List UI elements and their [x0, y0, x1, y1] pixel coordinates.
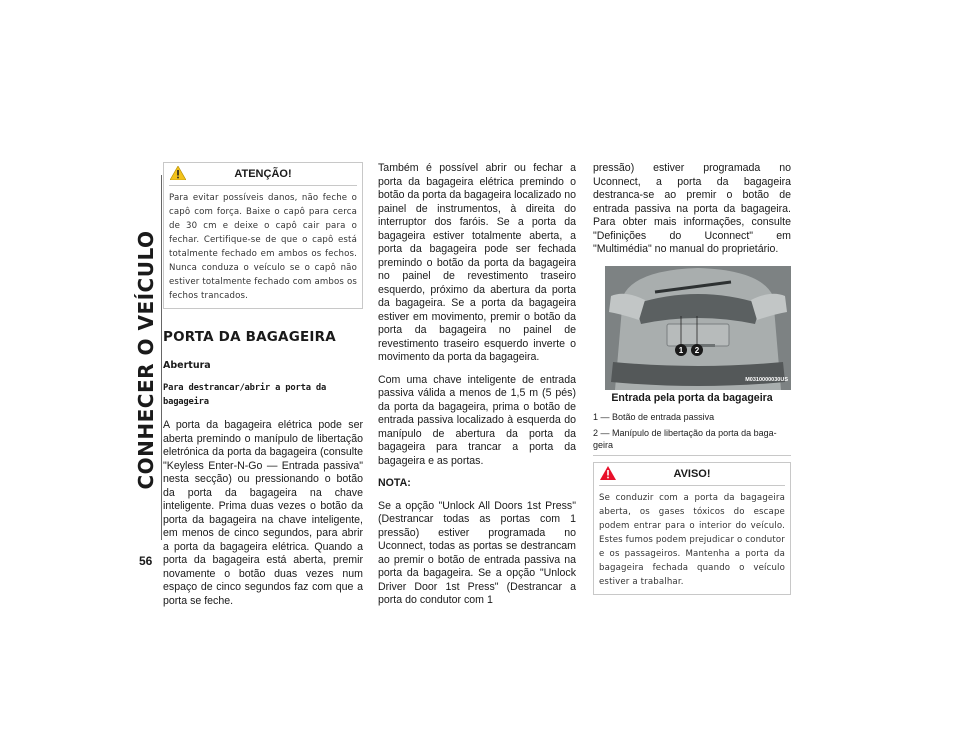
notice-box-text: Se conduzir com a porta da bagageira aberta, os gases tóxicos do escape podem entrar para o interior do veículo. Estes fumos podem prejudicar o condutor e os passageiros. Mantenha a porta da bagageira fechada quando o veículo estiver a trabalhar. — [599, 485, 785, 594]
figure-caption: Entrada pela porta da bagageira — [611, 391, 773, 404]
warning-triangle-icon — [600, 466, 616, 480]
side-divider — [161, 175, 162, 540]
warning-triangle-icon — [170, 166, 186, 180]
divider — [593, 455, 791, 456]
side-tab — [132, 160, 160, 560]
notice-box-header — [594, 463, 790, 485]
legend-item: 1 — Botão de entrada passiva — [593, 412, 715, 422]
body-paragraph: Também é possível abrir ou fechar a porta da bagageira elétrica premindo o botão da porta da bagageira localizado no painel de instrumentos, à direita do interruptor dos faróis. Se a porta da bagageira estiver totalmente aberta, a porta da bagageira pode ser fechada premindo o botão da porta da bagageira no painel de revestimento traseiro esquerdo, próximo da abertura da porta da bagageira. Se a porta da bagageira estiver em movimento, premir o botão da porta da bagageira no painel de revestimento traseiro esquerdo inverte o movimento da porta da bagageira. — [378, 162, 576, 363]
notice-box — [593, 462, 791, 595]
body-paragraph: A porta da bagageira elétrica pode ser aberta premindo o manípulo de libertação eletrónica da porta da bagageira (consulte "Keyless Enter-N-Go — Entrada passiva" nesta secção) ou pressionando o botão da porta da bagageira na chave inteligente. Prima duas vezes o botão da porta da bagageira na chave inteligente, em menos de cinco segundos, para abrir a porta da bagageira elétrica. Quando a porta da bagageira está aberta, premir novamente o botão duas vezes num espaço de cinco segundos faz com que a porta se feche. — [163, 419, 363, 607]
warning-box-header — [164, 163, 362, 185]
column-3 — [593, 162, 791, 595]
side-tab-label: CONHECER O VEÍCULO — [134, 230, 158, 490]
column-2 — [378, 162, 576, 617]
subsection-title: Abertura — [163, 359, 211, 371]
callout-2: 2 — [694, 345, 700, 355]
page-number: 56 — [139, 554, 153, 568]
legend-item: 2 — Manípulo de libertação da porta da baga-geira — [593, 428, 777, 450]
section-title: PORTA DA BAGAGEIRA — [163, 329, 336, 345]
subsubsection-title: Para destrancar/abrir a porta da bagageira — [163, 383, 327, 407]
body-paragraph: Com uma chave inteligente de entrada passiva válida a menos de 1,5 m (5 pés) da porta da bagageira, prima o botão de entrada passiva localizado à esquerda do manípulo de abertura da porta da bagageira para trancar a porta da bagageira e as portas. — [378, 373, 576, 467]
note-label: NOTA: — [378, 477, 411, 489]
notice-box-title: AVISO! — [673, 468, 711, 480]
warning-box-title: ATENÇÃO! — [234, 168, 292, 180]
note-text: Se a opção "Unlock All Doors 1st Press" (Destrancar todas as portas com 1 pressão) estiver programada no Uconnect, todas as portas se destrancam ao premir o botão de entrada passiva na porta da bagageira. Se a opção "Unlock Driver Door 1st Press" (Destrancar a porta do condutor com 1 — [378, 499, 576, 606]
warning-box — [163, 162, 363, 309]
warning-box-text: Para evitar possíveis danos, não feche o capô com força. Baixe o capô para cerca de 30 cm e deixe o capô cair para o fechar. Certifique-se de que o capô está totalmente fechado em ambos os fechos. Nunca conduza o veículo se o capô não estiver totalmente fechado com ambos os fechos trancados. — [169, 185, 357, 308]
figure-code: M0310000030US — [745, 377, 788, 383]
figure-liftgate-image — [605, 266, 791, 390]
body-paragraph: pressão) estiver programada no Uconnect, a porta da bagageira destranca-se ao premir o botão de entrada passiva na porta da bagageira. Para obter mais informações, consulte "Definições do Uconnect" em "Multimédia" no manual do proprietário. — [593, 162, 791, 255]
callout-1: 1 — [678, 345, 684, 355]
column-1 — [163, 162, 363, 617]
liftgate-illustration — [605, 266, 791, 390]
